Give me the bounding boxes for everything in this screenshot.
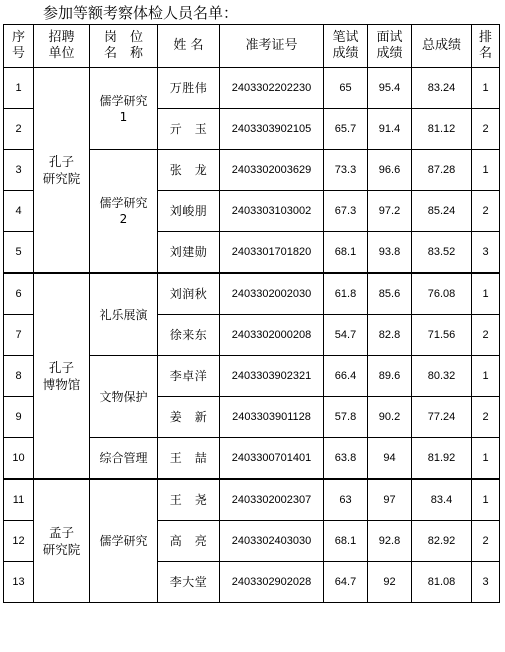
- seq-cell: 6: [4, 273, 34, 315]
- total-score-cell: 85.24: [412, 191, 472, 232]
- interview-score-cell: 90.2: [368, 397, 412, 438]
- written-score-cell: 66.4: [324, 356, 368, 397]
- post-cell: 儒学研究 2: [90, 150, 158, 274]
- header-post: 岗 位 名 称: [90, 25, 158, 68]
- name-cell: 刘建勋: [158, 232, 220, 274]
- written-score-cell: 64.7: [324, 562, 368, 603]
- total-score-cell: 83.4: [412, 479, 472, 521]
- rank-cell: 3: [472, 232, 500, 274]
- exam-id-cell: 2403301701820: [220, 232, 324, 274]
- name-cell: 万胜伟: [158, 68, 220, 109]
- name-cell: 徐来东: [158, 315, 220, 356]
- name-cell: 刘峻朋: [158, 191, 220, 232]
- total-score-cell: 76.08: [412, 273, 472, 315]
- rank-cell: 1: [472, 273, 500, 315]
- seq-cell: 2: [4, 109, 34, 150]
- rank-cell: 1: [472, 356, 500, 397]
- exam-id-cell: 2403303902321: [220, 356, 324, 397]
- rank-cell: 2: [472, 109, 500, 150]
- header-total: 总成绩: [412, 25, 472, 68]
- header-rank: 排 名: [472, 25, 500, 68]
- exam-id-cell: 2403302000208: [220, 315, 324, 356]
- seq-cell: 7: [4, 315, 34, 356]
- interview-score-cell: 82.8: [368, 315, 412, 356]
- seq-cell: 12: [4, 521, 34, 562]
- exam-id-cell: 2403302902028: [220, 562, 324, 603]
- name-cell: 王 喆: [158, 438, 220, 480]
- header-unit: 招聘 单位: [34, 25, 90, 68]
- rank-cell: 1: [472, 438, 500, 480]
- interview-score-cell: 93.8: [368, 232, 412, 274]
- written-score-cell: 61.8: [324, 273, 368, 315]
- name-cell: 高 亮: [158, 521, 220, 562]
- candidate-table: [3, 24, 500, 603]
- rank-cell: 1: [472, 68, 500, 109]
- interview-score-cell: 89.6: [368, 356, 412, 397]
- exam-id-cell: 2403303901128: [220, 397, 324, 438]
- unit-cell: 孟子 研究院: [34, 479, 90, 603]
- total-score-cell: 71.56: [412, 315, 472, 356]
- total-score-cell: 81.12: [412, 109, 472, 150]
- seq-cell: 13: [4, 562, 34, 603]
- interview-score-cell: 85.6: [368, 273, 412, 315]
- total-score-cell: 77.24: [412, 397, 472, 438]
- interview-score-cell: 96.6: [368, 150, 412, 191]
- name-cell: 李大堂: [158, 562, 220, 603]
- interview-score-cell: 92: [368, 562, 412, 603]
- interview-score-cell: 91.4: [368, 109, 412, 150]
- interview-score-cell: 92.8: [368, 521, 412, 562]
- rank-cell: 1: [472, 479, 500, 521]
- exam-id-cell: 2403303103002: [220, 191, 324, 232]
- written-score-cell: 54.7: [324, 315, 368, 356]
- exam-id-cell: 2403303902105: [220, 109, 324, 150]
- total-score-cell: 87.28: [412, 150, 472, 191]
- seq-cell: 4: [4, 191, 34, 232]
- header-written: 笔试 成绩: [324, 25, 368, 68]
- document-title: 参加等额考察体检人员名单：: [43, 4, 239, 22]
- seq-cell: 5: [4, 232, 34, 274]
- name-cell: 张 龙: [158, 150, 220, 191]
- table-row: [4, 273, 500, 315]
- rank-cell: 2: [472, 521, 500, 562]
- post-cell: 礼乐展演: [90, 273, 158, 356]
- interview-score-cell: 95.4: [368, 68, 412, 109]
- written-score-cell: 73.3: [324, 150, 368, 191]
- name-cell: 刘润秋: [158, 273, 220, 315]
- total-score-cell: 80.32: [412, 356, 472, 397]
- interview-score-cell: 94: [368, 438, 412, 480]
- exam-id-cell: 2403300701401: [220, 438, 324, 480]
- name-cell: 王 尧: [158, 479, 220, 521]
- post-cell: 儒学研究 1: [90, 68, 158, 150]
- post-cell: 文物保护: [90, 356, 158, 438]
- header-interview: 面试 成绩: [368, 25, 412, 68]
- total-score-cell: 81.08: [412, 562, 472, 603]
- name-cell: 亓 玉: [158, 109, 220, 150]
- header-name: 姓 名: [158, 25, 220, 68]
- seq-cell: 3: [4, 150, 34, 191]
- written-score-cell: 63.8: [324, 438, 368, 480]
- unit-cell: 孔子 研究院: [34, 68, 90, 274]
- post-cell: 儒学研究: [90, 479, 158, 603]
- rank-cell: 2: [472, 315, 500, 356]
- rank-cell: 2: [472, 191, 500, 232]
- seq-cell: 1: [4, 68, 34, 109]
- seq-cell: 8: [4, 356, 34, 397]
- rank-cell: 3: [472, 562, 500, 603]
- header-exam-id: 准考证号: [220, 25, 324, 68]
- table-row: [4, 68, 500, 109]
- interview-score-cell: 97.2: [368, 191, 412, 232]
- exam-id-cell: 2403302003629: [220, 150, 324, 191]
- exam-id-cell: 2403302002307: [220, 479, 324, 521]
- header-seq: 序 号: [4, 25, 34, 68]
- rank-cell: 2: [472, 397, 500, 438]
- written-score-cell: 57.8: [324, 397, 368, 438]
- total-score-cell: 82.92: [412, 521, 472, 562]
- written-score-cell: 68.1: [324, 232, 368, 274]
- written-score-cell: 67.3: [324, 191, 368, 232]
- header-row: [4, 25, 500, 68]
- seq-cell: 10: [4, 438, 34, 480]
- total-score-cell: 83.24: [412, 68, 472, 109]
- exam-id-cell: 2403302002030: [220, 273, 324, 315]
- rank-cell: 1: [472, 150, 500, 191]
- written-score-cell: 63: [324, 479, 368, 521]
- table-row: [4, 479, 500, 521]
- total-score-cell: 83.52: [412, 232, 472, 274]
- unit-cell: 孔子 博物馆: [34, 273, 90, 479]
- seq-cell: 9: [4, 397, 34, 438]
- written-score-cell: 68.1: [324, 521, 368, 562]
- name-cell: 姜 新: [158, 397, 220, 438]
- post-cell: 综合管理: [90, 438, 158, 480]
- interview-score-cell: 97: [368, 479, 412, 521]
- exam-id-cell: 2403302403030: [220, 521, 324, 562]
- name-cell: 李卓洋: [158, 356, 220, 397]
- seq-cell: 11: [4, 479, 34, 521]
- written-score-cell: 65: [324, 68, 368, 109]
- written-score-cell: 65.7: [324, 109, 368, 150]
- exam-id-cell: 2403302202230: [220, 68, 324, 109]
- total-score-cell: 81.92: [412, 438, 472, 480]
